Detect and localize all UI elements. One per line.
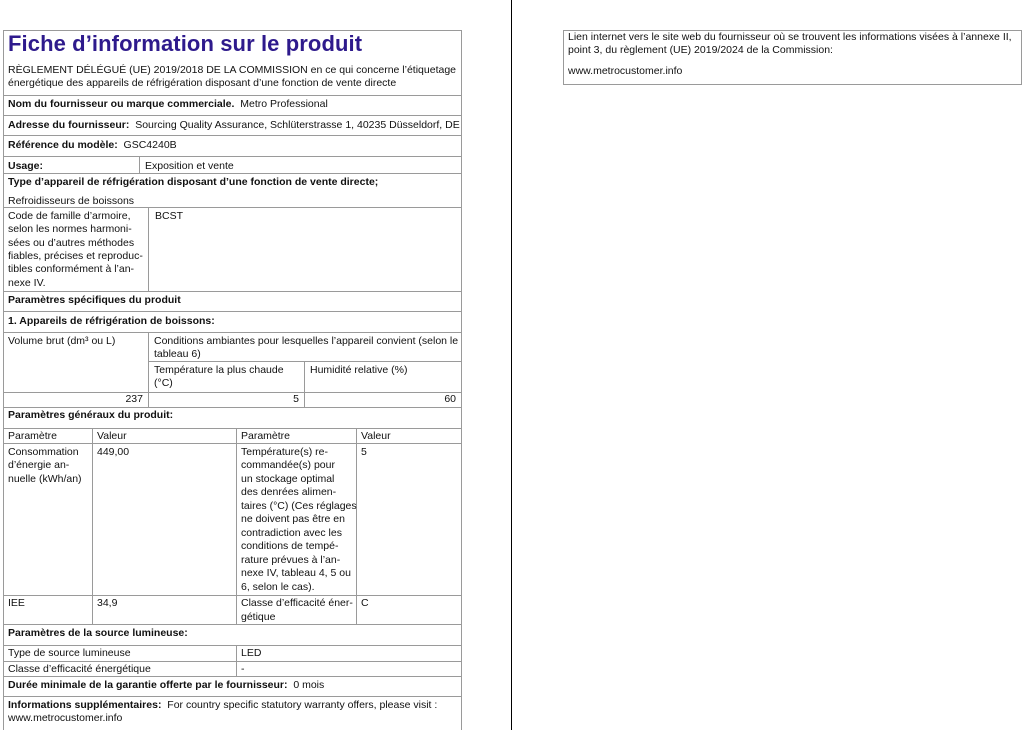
- rec-temp-11: 6, selon le cas).: [241, 581, 315, 593]
- family-code-value: BCST: [155, 210, 184, 222]
- row-divider: [3, 207, 462, 208]
- regulation-line-1: RÈGLEMENT DÉLÉGUÉ (UE) 2019/2018 DE LA COMMISSION en ce qui concerne l’étiquetage: [8, 64, 457, 76]
- rec-temp-4: des denrées alimen-: [241, 486, 337, 498]
- iee-label: IEE: [8, 597, 25, 609]
- right-panel-line-1: Lien internet vers le site web du fournisseur où se trouvent les informations visées à l’annexe II,: [568, 31, 1012, 43]
- rec-temp-5: taires (°C) (Ces réglages: [241, 500, 357, 512]
- model-ref-value: GSC4240B: [123, 139, 177, 151]
- consumption-label-1: Consommation: [8, 446, 79, 458]
- panel-border-left: [563, 30, 564, 85]
- page-divider: [511, 0, 512, 730]
- rec-temp-2: commandée(s) pour: [241, 459, 335, 471]
- volume-value: 237: [125, 393, 143, 405]
- light-class-label: Classe d’efficacité énergétique: [8, 663, 151, 675]
- rec-temp-1: Température(s) re-: [241, 446, 328, 458]
- additional-info-link[interactable]: www.metrocustomer.info: [8, 712, 123, 724]
- row-divider: [3, 156, 462, 157]
- energy-class-value: C: [361, 597, 369, 609]
- usage-value: Exposition et vente: [145, 160, 234, 172]
- warranty-value: 0 mois: [293, 679, 325, 691]
- supplier-address-row: [8, 119, 460, 132]
- row-divider: [3, 676, 462, 677]
- rec-temp-10: nexe IV, tableau 4, 5 ou: [241, 567, 351, 579]
- cell-divider: [139, 156, 140, 174]
- additional-info-value: For country specific statutory warranty offers, please visit :: [167, 699, 438, 711]
- light-type-label: Type de source lumineuse: [8, 647, 131, 659]
- usage-label: Usage:: [8, 160, 44, 172]
- row-divider: [3, 407, 462, 408]
- temp-label-1: Température la plus chaude: [154, 364, 284, 376]
- panel-border-right: [1021, 30, 1022, 85]
- rec-temp-8: conditions de tempé-: [241, 540, 339, 552]
- temp-value: 5: [293, 393, 299, 405]
- appliance-type-value: Refroidisseurs de boissons: [8, 195, 135, 207]
- row-divider: [3, 443, 462, 444]
- light-type-value: LED: [241, 647, 262, 659]
- family-code-label-2: selon les normes harmoni-: [8, 223, 132, 235]
- supplier-name-row: [8, 98, 328, 111]
- humidity-value: 60: [444, 393, 456, 405]
- col-header-value-2: Valeur: [361, 430, 391, 442]
- rec-temp-3: un stockage optimal: [241, 473, 335, 485]
- row-divider: [3, 95, 462, 96]
- col-header-param: Paramètre: [8, 430, 58, 442]
- right-panel-line-2: point 3, du règlement (UE) 2019/2024 de la Commission:: [568, 44, 833, 56]
- iee-value: 34,9: [97, 597, 118, 609]
- warranty-label: Durée minimale de la garantie offerte par le fournisseur:: [8, 679, 288, 691]
- row-divider: [3, 428, 462, 429]
- supplier-name-value: Metro Professional: [240, 98, 328, 110]
- supplier-address-value: Sourcing Quality Assurance, Schlüterstrasse 1, 40235 Düsseldorf, DE: [135, 119, 460, 131]
- family-code-label-4: fiables, précises et reproduc-: [8, 250, 143, 262]
- specific-params-heading: Paramètres spécifiques du produit: [8, 294, 181, 306]
- row-divider: [3, 595, 462, 596]
- volume-label: Volume brut (dm³ ou L): [8, 335, 116, 347]
- rec-temp-9: rature prévues à l’an-: [241, 554, 341, 566]
- col-header-param-2: Paramètre: [241, 430, 291, 442]
- row-divider: [3, 332, 462, 333]
- additional-info-label: Informations supplémentaires:: [8, 699, 162, 711]
- family-code-label-5: tibles conformément à l’an-: [8, 263, 135, 275]
- general-params-heading: Paramètres généraux du produit:: [8, 409, 174, 421]
- consumption-label-3: nuelle (kWh/an): [8, 473, 82, 485]
- supplier-name-label: Nom du fournisseur ou marque commerciale.: [8, 98, 235, 110]
- family-code-label-3: sées ou d’autres méthodes: [8, 237, 135, 249]
- right-panel-link[interactable]: www.metrocustomer.info: [568, 65, 683, 77]
- family-code-label-6: nexe IV.: [8, 277, 46, 289]
- energy-class-label-1: Classe d’efficacité éner-: [241, 597, 353, 609]
- row-divider: [3, 661, 462, 662]
- consumption-label-2: d’énergie an-: [8, 459, 70, 471]
- row-divider: [3, 115, 462, 116]
- rec-temp-value: 5: [361, 446, 367, 458]
- warranty-row: [8, 679, 324, 692]
- conditions-line-2: tableau 6): [154, 348, 201, 360]
- light-source-heading: Paramètres de la source lumineuse:: [8, 627, 188, 639]
- cell-divider: [148, 207, 149, 291]
- row-divider: [3, 696, 462, 697]
- family-code-label-1: Code de famille d’armoire,: [8, 210, 131, 222]
- regulation-line-2: énergétique des appareils de réfrigération disposant d’une fonction de vente directe: [8, 77, 397, 89]
- energy-class-label-2: gétique: [241, 611, 276, 623]
- page-title: Fiche d’information sur le produit: [8, 31, 363, 56]
- beverage-heading: 1. Appareils de réfrigération de boissons:: [8, 315, 215, 327]
- row-divider: [148, 361, 462, 362]
- model-ref-label: Référence du modèle:: [8, 139, 118, 151]
- additional-info-row: [8, 699, 437, 712]
- conditions-line-1: Conditions ambiantes pour lesquelles l’appareil convient (selon le: [154, 335, 459, 347]
- cell-divider: [304, 361, 305, 407]
- rec-temp-7: contradiction avec les: [241, 527, 342, 539]
- panel-border-bottom: [563, 84, 1022, 85]
- row-divider: [3, 135, 462, 136]
- row-divider: [3, 173, 462, 174]
- cell-divider: [148, 332, 149, 407]
- supplier-address-label: Adresse du fournisseur:: [8, 119, 130, 131]
- row-divider: [3, 624, 462, 625]
- rec-temp-6: ne doivent pas être en: [241, 513, 345, 525]
- row-divider: [3, 645, 462, 646]
- light-class-value: -: [241, 663, 245, 675]
- humidity-label: Humidité relative (%): [310, 364, 408, 376]
- row-divider: [3, 291, 462, 292]
- model-ref-row: [8, 139, 177, 152]
- col-header-value: Valeur: [97, 430, 127, 442]
- row-divider: [3, 311, 462, 312]
- consumption-value: 449,00: [97, 446, 130, 458]
- appliance-type-label: Type d’appareil de réfrigération disposant d’une fonction de vente directe;: [8, 176, 379, 188]
- temp-label-2: (°C): [154, 377, 173, 389]
